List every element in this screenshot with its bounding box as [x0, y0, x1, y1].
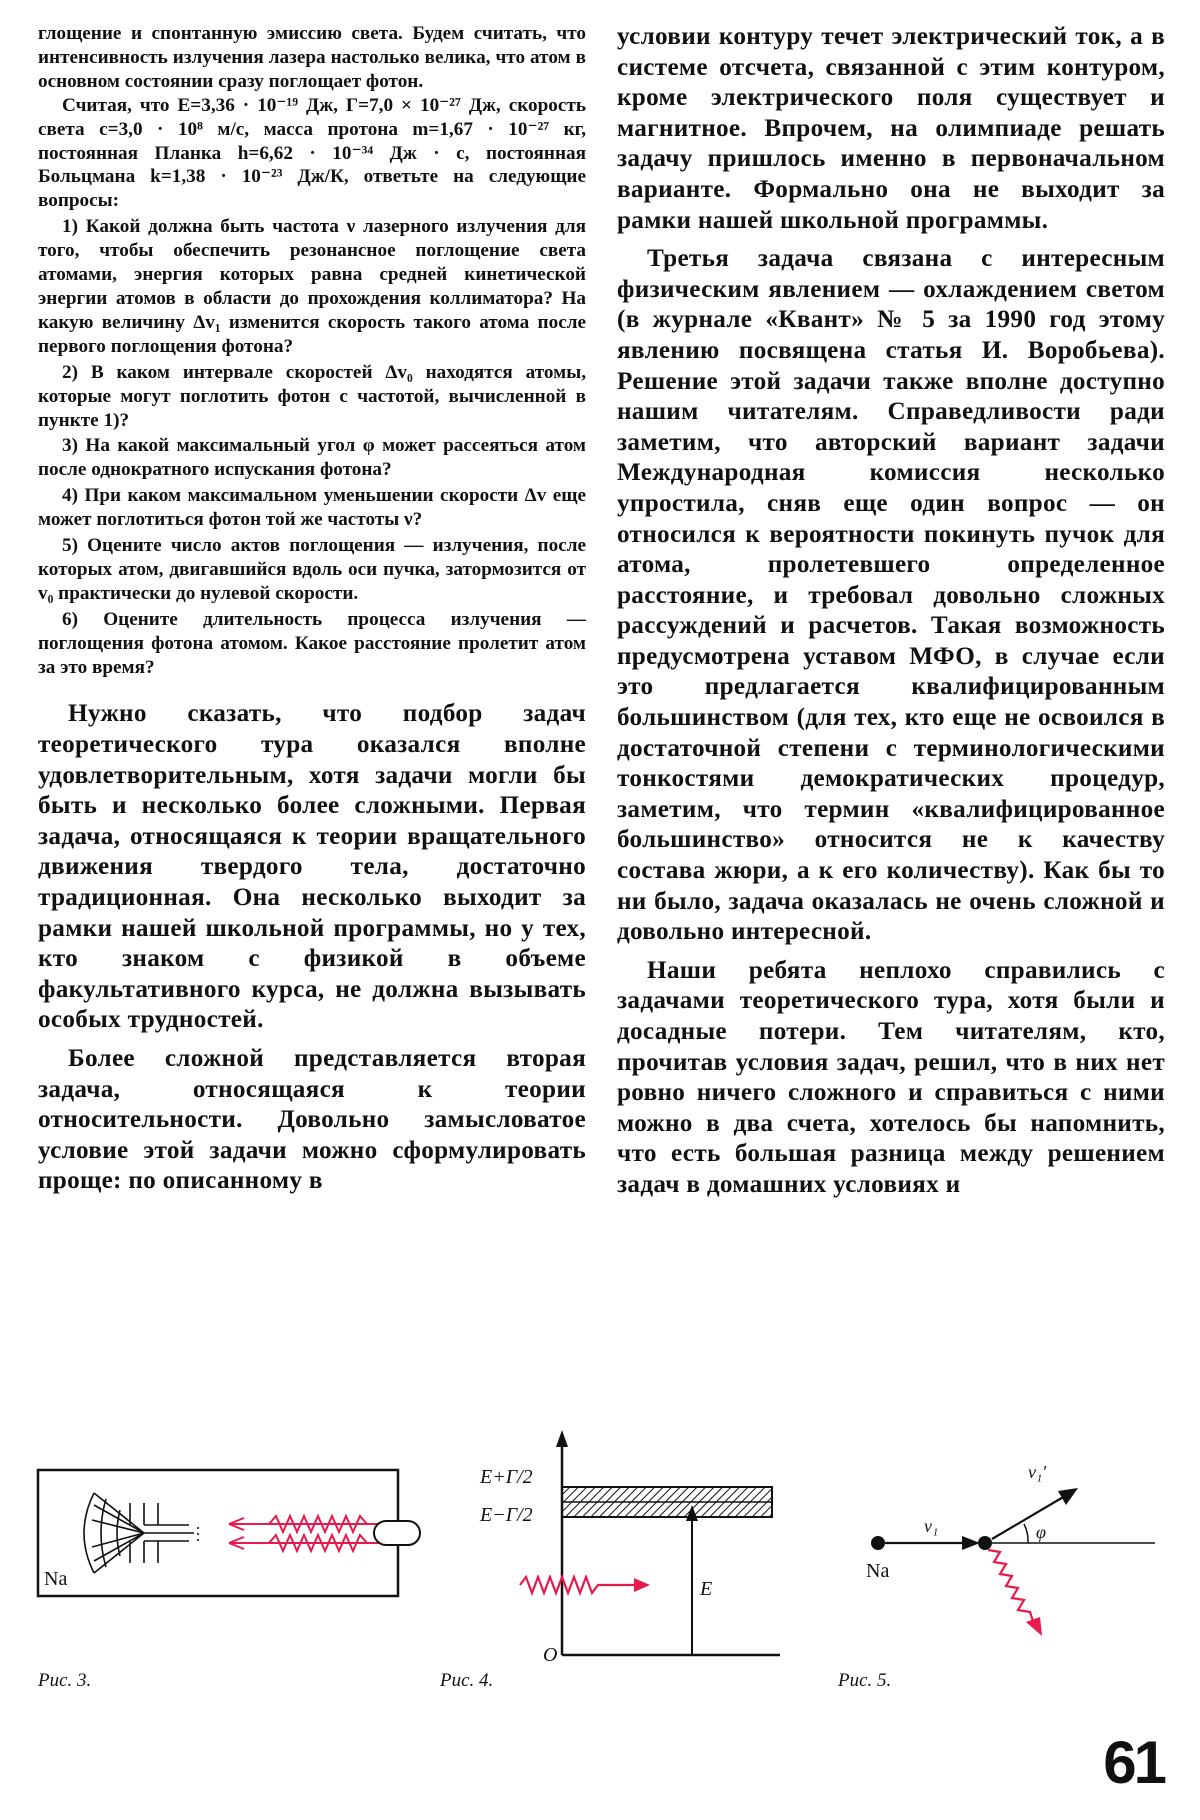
label-e-plus-gamma: E+Г/2	[480, 1466, 533, 1488]
question-1: 1) Какой должна быть частота ν лазерного излучения для того, чтобы обеспечить резонансное поглощение света атомами, энергия которых равна средней кинетической энергии атомов в области до прохождения коллиматора? На какую величину Δv₁ изменится скорость такого атома после первого поглощения фотона?	[38, 216, 586, 357]
label-e: E	[700, 1578, 713, 1600]
paragraph-constants: Считая, что E=3,36 · 10⁻¹⁹ Дж, Г=7,0 × 10⁻²⁷ Дж, скорость света c=3,0 · 10⁸ м/с, масса протона m=1,67 · 10⁻²⁷ кг, постоянная Планка h=6,62 · 10⁻³⁴ Дж · с, постоянная Больцмана k=1,38 · 10⁻²³ Дж/К, ответьте на следующие вопросы:	[38, 94, 586, 212]
laser-tube	[374, 1521, 420, 1545]
question-2: 2) В каком интервале скоростей Δv₀ находятся атомы, которые могут поглотить фотон с частотой, вычисленной в пункте 1)?	[38, 361, 586, 431]
label-origin: O	[543, 1644, 558, 1665]
figure-3-beam-apparatus	[34, 1465, 434, 1600]
right-column	[617, 22, 1165, 1201]
paragraph: условии контуру течет электрический ток, а в системе отсчета, связанной с этим контуром, кроме электрического поля существует и магнитное. Впрочем, на олимпиаде решать задачу пришлось именно в первоначальном варианте. Формально она не выходит за рамки нашей школьной программы.	[617, 23, 1165, 234]
label-phi: φ	[1036, 1522, 1046, 1542]
figure-3-caption: Рис. 3.	[38, 1670, 92, 1691]
axis-arrowhead	[556, 1430, 568, 1447]
sodium-label: Na	[44, 1568, 68, 1590]
laser-beam-arrows	[229, 1516, 379, 1551]
oven-source-icon	[84, 1493, 198, 1573]
figure-4-energy-levels	[470, 1425, 790, 1665]
emitted-photon-arrowhead	[1026, 1617, 1042, 1636]
article-body-right	[617, 22, 1165, 1201]
problem-statement	[38, 22, 586, 679]
paragraph: Третья задача связана с интересным физическим явлением — охлаждением светом (в журнале «Квант» № 5 за 1990 год этому явлению посвящена статья И. Воробьева). Решение этой задачи также вполне доступно нашим читателям. Справедливости ради заметим, что авторский вариант задачи Международная комиссия несколько упростила, сняв еще один вопрос — он относился к вероятности покинуть пучок для атома, пролетевшего определенное расстояние, и требовал довольно сложных рассуждений и расчетов. Такая возможность предусмотрена уставом МФО, в случае если это предлагается квалифицированным большинством (для тех, кто еще не освоился в достаточной степени с терминологическими тонкостями демократических процедур, заметим, что термин «квалифицированное большинство» относится не к качеству состава жюри, а к его количеству). Как бы то ни было, задача оказалась не очень сложной и довольно интересной.	[617, 245, 1165, 946]
question-3: 3) На какой максимальный угол φ может рассеяться атом после однократного испускания фотона?	[38, 435, 586, 481]
photon-arrowhead	[634, 1578, 650, 1592]
figure-4-caption: Рис. 4.	[440, 1670, 494, 1691]
paragraph: глощение и спонтанную эмиссию света. Будем считать, что интенсивность излучения лазера настолько велика, что атом в основном состоянии сразу поглощает фотон.	[38, 23, 586, 92]
v1-arrowhead	[962, 1536, 980, 1550]
question-5: 5) Оцените число актов поглощения — излучения, после которых атом, двигавшийся вдоль оси пучка, затормозится от v₀ практически до нулевой скорости.	[38, 535, 586, 604]
figure-5-caption: Рис. 5.	[838, 1670, 892, 1691]
emitted-photon-wavy-arrow	[988, 1550, 1034, 1624]
page-number: 61	[1103, 1729, 1164, 1796]
paragraph: Нужно сказать, что подбор задач теоретического тура оказался вполне удовлетворительным, хотя задачи могли бы быть и несколько более сложными. Первая задача, относящаяся к теории вращательного движения твердого тела, достаточно традиционная. Она несколько выходит за рамки нашей школьной программы, но у тех, кто знаком с физикой в объеме факультативного курса, не должна вызывать особых трудностей.	[38, 700, 586, 1034]
figure-5-scattering	[860, 1440, 1180, 1670]
label-v1: v₁	[924, 1516, 939, 1536]
velocity-v1prime-vector	[992, 1496, 1065, 1539]
label-v1-prime: v₁′	[1028, 1462, 1047, 1482]
paragraph: Более сложной представляется вторая задача, относящаяся к теории относительности. Довольно замысловатое условие этой задачи можно сформулировать проще: по описанному в	[38, 1045, 586, 1195]
question-4: 4) При каком максимальном уменьшении скорости Δv еще может поглотиться фотон той же частоты ν?	[38, 485, 586, 531]
photon-wavy-arrow	[520, 1577, 640, 1593]
chamber-outline	[38, 1470, 398, 1596]
sodium-label: Na	[866, 1560, 890, 1582]
left-column	[38, 22, 586, 1197]
sodium-atom-initial	[871, 1536, 885, 1550]
sodium-atom-scattered	[978, 1536, 992, 1550]
angle-arc	[1024, 1524, 1028, 1543]
paragraph: Наши ребята неплохо справились с задачами теоретического тура, хотя были и досадные потери. Тем читателям, кто, прочитав условия задач, решил, что в них нет ровно ничего сложного и справиться с ними можно в два счета, хотелось бы напомнить, что есть большая разница между решением задач в домашних условиях и	[617, 956, 1165, 1198]
question-6: 6) Оцените длительность процесса излучения — поглощения фотона атомом. Какое расстояние пролетит атом за это время?	[38, 608, 586, 678]
article-body-left	[38, 699, 586, 1197]
label-e-minus-gamma: E−Г/2	[480, 1504, 533, 1526]
v1prime-arrowhead	[1058, 1488, 1078, 1505]
